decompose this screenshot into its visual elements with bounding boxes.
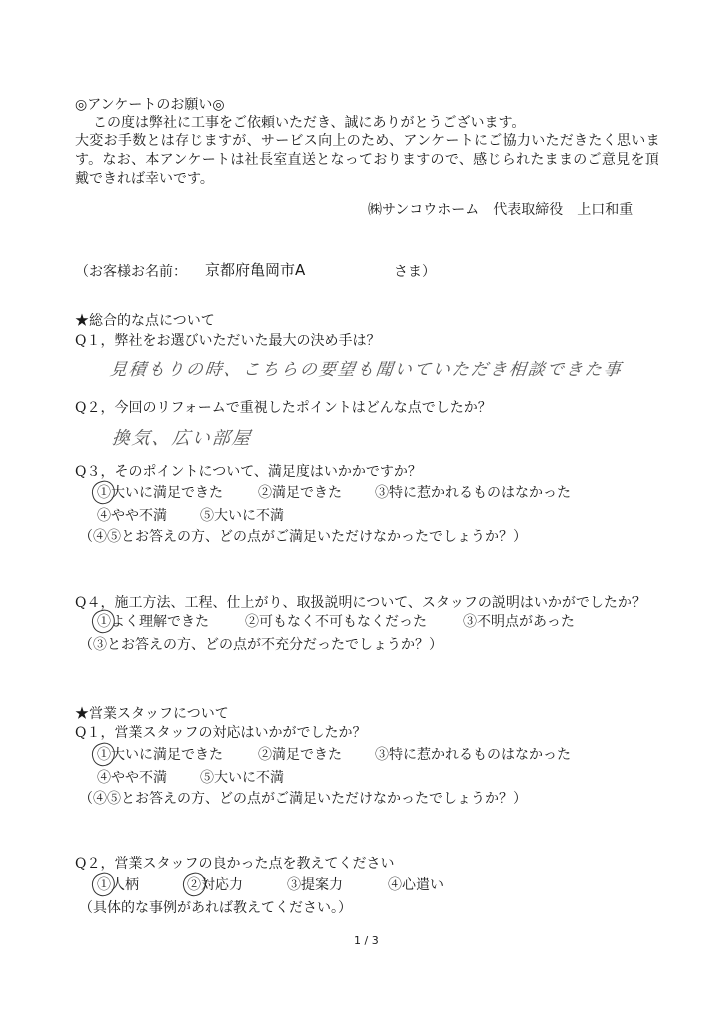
s1-q3-option-1: ①大いに満足できた — [97, 485, 223, 501]
s1-q4-option-3: ③不明点があった — [463, 614, 575, 630]
s2-q2-option-4: ④心遣い — [388, 877, 444, 893]
s2-q2-followup: （具体的な事例があれば教えてください。） — [79, 900, 352, 916]
intro-paragraph-1: この度は弊社に工事をご依頼いただき、誠にありがとうございます。 — [93, 115, 526, 131]
section2-q1-text: Q１，営業スタッフの対応はいかがでしたか？ — [75, 725, 367, 741]
section1-q4-text: Q４，施工方法、工程、仕上がり、取扱説明について、スタッフの説明はいかがでしたか？ — [75, 595, 646, 611]
customer-name-label: （お客様お名前： — [75, 264, 187, 280]
intro-paragraph-2-line-3: 戴できれば幸いです。 — [75, 171, 214, 187]
customer-name-value: 京都府亀岡市A — [205, 261, 306, 279]
section1-q1-answer: 見積もりの時、こちらの要望も聞いていただき相談できた事 — [108, 360, 624, 380]
s2-q2-option-2: ②対応力 — [187, 877, 243, 893]
s1-q4-option-2: ②可もなく不可もなくだった — [245, 614, 427, 630]
section1-q2-text: Q２，今回のリフォームで重視したポイントはどんな点でしたか？ — [75, 400, 492, 416]
intro-paragraph-2-line-1: 大変お手数とは存じますが、サービス向上のため、アンケートにご協力いただきたく思いま — [75, 133, 660, 149]
s2-q2-option-3: ③提案力 — [287, 877, 343, 893]
s1-q3-option-4: ④やや不満 — [97, 508, 167, 524]
section2-q2-text: Q２，営業スタッフの良かった点を教えてください — [75, 856, 395, 872]
section1-q1-text: Q１，弊社をお選びいただいた最大の決め手は？ — [75, 333, 381, 349]
s2-q1-option-5: ⑤大いに不満 — [200, 770, 284, 786]
s1-q3-option-2: ②満足できた — [258, 485, 342, 501]
section-overall-heading: ★総合的な点について — [75, 313, 215, 329]
s1-q3-option-5: ⑤大いに不満 — [200, 508, 284, 524]
signature: ㈱サンコウホーム 代表取締役 上口和重 — [368, 202, 634, 218]
s1-q4-option-1: ①よく理解できた — [97, 614, 209, 630]
section-sales-staff-heading: ★営業スタッフについて — [75, 706, 229, 722]
survey-title: ◎アンケートのお願い◎ — [75, 97, 225, 113]
s2-q1-option-2: ②満足できた — [258, 747, 342, 763]
s2-q1-option-1: ①大いに満足できた — [97, 747, 223, 763]
section1-q2-answer: 換気、広い部屋 — [110, 428, 253, 449]
s1-q4-followup: （③とお答えの方、どの点が不充分だったでしょうか？） — [79, 637, 443, 653]
s2-q1-option-4: ④やや不満 — [97, 770, 167, 786]
intro-paragraph-2-line-2: す。なお、本アンケートは社長室直送となっておりますので、感じられたままのご意見を頂 — [75, 152, 660, 168]
customer-name-suffix: さま） — [394, 264, 436, 280]
s2-q1-option-3: ③特に惹かれるものはなかった — [375, 747, 571, 763]
s2-q1-followup: （④⑤とお答えの方、どの点がご満足いただけなかったでしょうか？） — [79, 791, 527, 807]
s2-q2-option-1: ①人柄 — [97, 877, 139, 893]
section1-q3-text: Q３，そのポイントについて、満足度はいかかですか？ — [75, 464, 422, 480]
s1-q3-option-3: ③特に惹かれるものはなかった — [375, 485, 571, 501]
page-number: 1 / 3 — [354, 934, 379, 947]
s1-q3-followup: （④⑤とお答えの方、どの点がご満足いただけなかったでしょうか？） — [79, 529, 527, 545]
